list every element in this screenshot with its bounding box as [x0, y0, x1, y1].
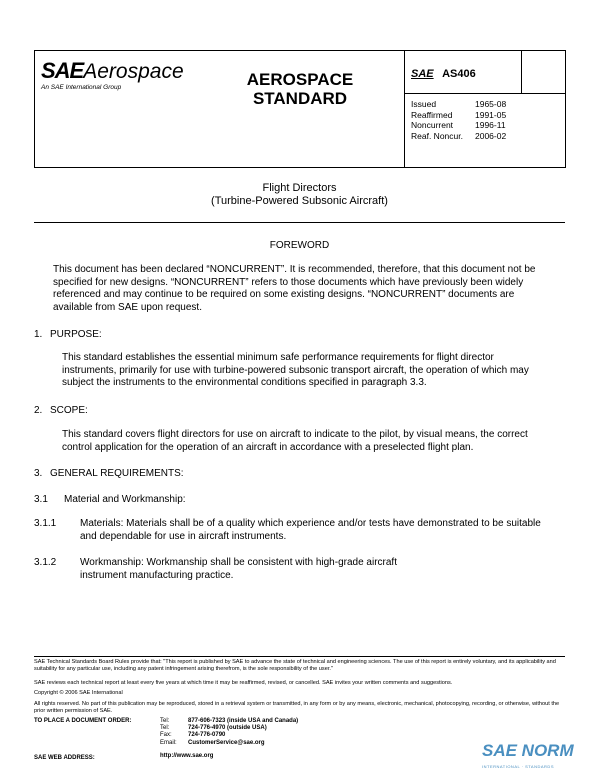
standard-title-line2: STANDARD: [252, 89, 348, 108]
contact-row: [160, 718, 298, 725]
section-3-heading: [34, 468, 184, 479]
contact-value[interactable]: 877-606-7323 (inside USA and Canada): [188, 718, 299, 724]
date-label: Reaffirmed: [411, 109, 453, 120]
section-3-1-2-number: 3.1.2: [34, 557, 57, 568]
date-row-reaf-noncur: [411, 131, 506, 142]
footer-rules-text: SAE Technical Standards Board Rules provide that: "This report is published by SAE to advance the state of technical and engineering sciences. The use of this report is entirely voluntary, and its applicability and suitability for any particular use, including any patent infringement arising therefrom, is the sole responsibility of the user.": [34, 659, 556, 672]
section-title: SCOPE:: [50, 405, 88, 416]
doc-number: AS406: [442, 68, 476, 80]
section-1-text: This standard establishes the essential minimum safe performance requirements for flight director instruments, primarily for use with turbine-powered subsonic transport aircraft, the operation of which may subject the instruments to the environmental conditions specified in paragraph 3.3.: [62, 352, 529, 389]
section-number: 1.: [34, 329, 43, 340]
doc-prefix: SAE: [411, 68, 434, 80]
norm-word: SAE NORM: [482, 741, 574, 760]
sae-norm-logo: [482, 741, 574, 761]
web-label: SAE WEB ADDRESS:: [34, 755, 95, 761]
section-title: Material and Workmanship:: [64, 494, 186, 505]
section-2-text: This standard covers flight directors for use on aircraft to indicate to the pilot, by visual means, the correct control application for the operation of an aircraft in accordance with a preselected flight plan.: [62, 429, 528, 453]
contact-label: Tel:: [160, 718, 170, 724]
section-number: 2.: [34, 405, 43, 416]
header-divider-rule: [404, 50, 405, 167]
contact-row: [160, 732, 298, 739]
section-1-heading: [34, 329, 102, 340]
section-3-1-1-number: 3.1.1: [34, 518, 57, 529]
footer-review-text: SAE reviews each technical report at least every five years at which time it may be reaffirmed, revised, or cancelled. SAE invites your written comments and suggestions.: [34, 680, 453, 686]
contact-value[interactable]: 724-776-4970 (outside USA): [188, 725, 267, 732]
title-bottom-rule: [34, 222, 565, 223]
doc-subtitle: (Turbine-Powered Subsonic Aircraft): [211, 195, 388, 207]
web-address-link[interactable]: http://www.sae.org: [160, 753, 214, 759]
norm-subtitle: INTERNATIONAL · STANDARDS: [482, 764, 554, 769]
foreword-text: This document has been declared “NONCURRENT”. It is recommended, therefore, that this document not be specified for new designs. “NONCURRENT” refers to those documents which have previously been widely referenced and may continue to be required on some existing designs. “NONCURRENT” documents are available from SAE upon request.: [53, 264, 536, 313]
doc-title: Flight Directors: [262, 182, 337, 194]
docno-bottom-rule: [404, 93, 565, 94]
order-contacts: [160, 718, 298, 747]
header-bottom-rule: [34, 167, 565, 168]
header-left-rule: [34, 50, 35, 168]
order-label: TO PLACE A DOCUMENT ORDER:: [34, 718, 132, 724]
date-value: 1991-05: [475, 109, 507, 120]
section-number: 3.: [34, 468, 43, 479]
date-value: 1996-11: [475, 120, 506, 130]
contact-label: Email:: [160, 739, 177, 746]
standard-title: [225, 70, 375, 108]
header-right-rule: [565, 50, 566, 168]
document-title: [34, 182, 565, 208]
header-top-rule: [34, 50, 565, 51]
section-title: GENERAL REQUIREMENTS:: [50, 468, 184, 479]
footer-top-rule: [34, 656, 565, 657]
contact-row: [160, 740, 298, 747]
footer-copyright: Copyright © 2006 SAE International: [34, 690, 123, 696]
section-3-1-2-text: Workmanship: Workmanship shall be consistent with high-grade aircraft instrument manufacturing practice.: [80, 557, 397, 581]
sae-aerospace-logo: [41, 58, 184, 84]
logo-tagline: An SAE International Group: [41, 84, 122, 91]
date-label: Noncurrent: [411, 120, 454, 130]
section-title: PURPOSE:: [50, 329, 102, 340]
date-row-issued: [411, 99, 506, 110]
contact-email[interactable]: CustomerService@sae.org: [188, 739, 265, 746]
logo-word: Aerospace: [83, 60, 184, 83]
document-number: [411, 64, 476, 82]
contact-label: Tel:: [160, 725, 170, 732]
docno-divider-rule: [521, 50, 522, 93]
contact-label: Fax:: [160, 732, 172, 739]
contact-value[interactable]: 724-776-0790: [188, 732, 226, 739]
section-3-1-1-text: Materials: Materials shall be of a quality which experience and/or tests have demonstrated to be suitable and dependable for use in aircraft instruments.: [80, 518, 541, 542]
section-number: 3.1: [34, 494, 48, 505]
date-row-reaffirmed: [411, 110, 506, 121]
contact-row: [160, 725, 298, 732]
standard-title-line1: AEROSPACE: [246, 70, 354, 89]
date-row-noncurrent: [411, 120, 506, 131]
status-dates: [411, 99, 506, 141]
foreword-heading: FOREWORD: [269, 240, 330, 251]
logo-mark: SAE: [41, 58, 84, 83]
section-2-heading: [34, 405, 88, 416]
date-label: Reaf. Noncur.: [411, 130, 463, 141]
date-label: Issued: [411, 99, 437, 109]
date-value: 1965-08: [475, 99, 507, 109]
section-3-1-heading: [34, 494, 186, 505]
footer-rights-text: All rights reserved. No part of this publication may be reproduced, stored in a retrieval system or transmitted, in any form or by any means, electronic, mechanical, photocopying, recording, or otherwise, without the prior written permission of SAE.: [34, 701, 560, 714]
date-value: 2006-02: [475, 130, 507, 141]
